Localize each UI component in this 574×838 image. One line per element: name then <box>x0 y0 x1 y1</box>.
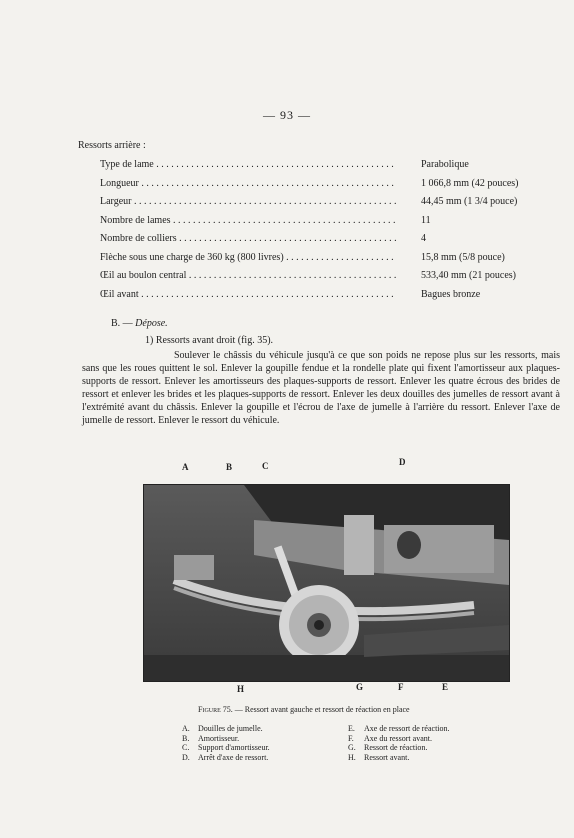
body-paragraph: Soulever le châssis du véhicule jusqu'à ce que son poids ne repose plus sur les ressorts, mais sans que les roues quittent le sol. Enlever la goupille fendue et la rondelle plate qui fixent l'amortisseur aux plaques-supports de ressort. Enlever les amortisseurs des plaques-supports de ressort. Enlever les quatre écrous des brides de ressort et enlever les brides et les plaques-supports de ressort. Enlever les deux douilles des jumelles de ressort avant à l'extrémité avant du châssis. Enlever la goupille et l'écrou de l'axe de jumelle à l'arrière du ressort. Enlever l'axe de jumelle de ressort. Enlever le ressort du véhicule. <box>82 350 560 426</box>
spec-value: Bagues bronze <box>421 288 481 300</box>
figure-photo <box>143 484 510 682</box>
figure-legend-left <box>182 724 270 762</box>
legend-item: H. Ressort avant. <box>348 752 410 762</box>
spec-row <box>100 193 540 212</box>
spec-label: Flèche sous une charge de 360 kg (800 livres) . . . <box>100 249 396 267</box>
callout-e: E <box>442 682 449 692</box>
spec-row <box>100 156 540 175</box>
spec-value: 533,40 mm (21 pouces) <box>421 270 516 281</box>
subsection-letter: B. — <box>111 318 133 329</box>
spec-row <box>100 286 540 305</box>
legend-item: F. Axe du ressort avant. <box>348 733 432 743</box>
spec-row <box>100 175 540 194</box>
step-heading: 1) Ressorts avant droit (fig. 35). <box>145 335 274 346</box>
spec-value: 1 066,8 mm (42 pouces) <box>421 177 519 189</box>
callout-g: G <box>356 682 364 692</box>
callout-b: B <box>226 462 233 472</box>
suspension-photo-illustration <box>144 485 509 681</box>
callout-d: D <box>399 457 406 467</box>
legend-item: E. Axe de ressort de réaction. <box>348 724 450 733</box>
legend-item: G. Ressort de réaction. <box>348 743 428 752</box>
callout-h: H <box>237 684 245 694</box>
spec-label: Largeur . . . <box>100 193 396 211</box>
figure-caption-text: — Ressort avant gauche et ressort de réaction en place <box>234 705 410 714</box>
spec-value: 44,45 mm (1 3/4 pouce) <box>421 196 518 207</box>
callout-f: F <box>398 682 404 692</box>
figure-number: Figure 75. <box>198 705 233 714</box>
spec-table <box>100 156 540 304</box>
legend-item: A. Douilles de jumelle. <box>182 724 263 733</box>
legend-item: B. Amortisseur. <box>182 733 240 743</box>
spec-row <box>100 212 540 231</box>
spec-value: 11 <box>421 214 431 226</box>
page-number: — 93 — <box>263 108 311 122</box>
figure-legend-right <box>348 724 450 762</box>
subsection-heading <box>111 318 168 329</box>
spec-label: Longueur . . . <box>100 175 396 193</box>
callout-c: C <box>262 461 269 471</box>
spec-row <box>100 267 540 286</box>
legend-item: D. Arrêt d'axe de ressort. <box>182 752 269 762</box>
spec-value: 4 <box>421 233 426 244</box>
callout-a: A <box>182 462 189 472</box>
spec-value: 15,8 mm (5/8 pouce) <box>421 251 505 263</box>
spec-label: Œil au boulon central . . . <box>100 267 396 285</box>
legend-item: C. Support d'amortisseur. <box>182 743 270 752</box>
spec-label: Type de lame . . . <box>100 156 396 174</box>
spec-row <box>100 230 540 249</box>
spec-label: Nombre de colliers . . . <box>100 230 396 248</box>
spec-row <box>100 249 540 268</box>
spec-value: Parabolique <box>421 159 469 170</box>
section-title: Ressorts arrière : <box>78 140 146 151</box>
spec-label: Nombre de lames . . . <box>100 212 396 230</box>
figure-caption <box>198 705 410 714</box>
subsection-title: Dépose. <box>135 318 168 329</box>
spec-label: Œil avant . . . <box>100 286 396 304</box>
